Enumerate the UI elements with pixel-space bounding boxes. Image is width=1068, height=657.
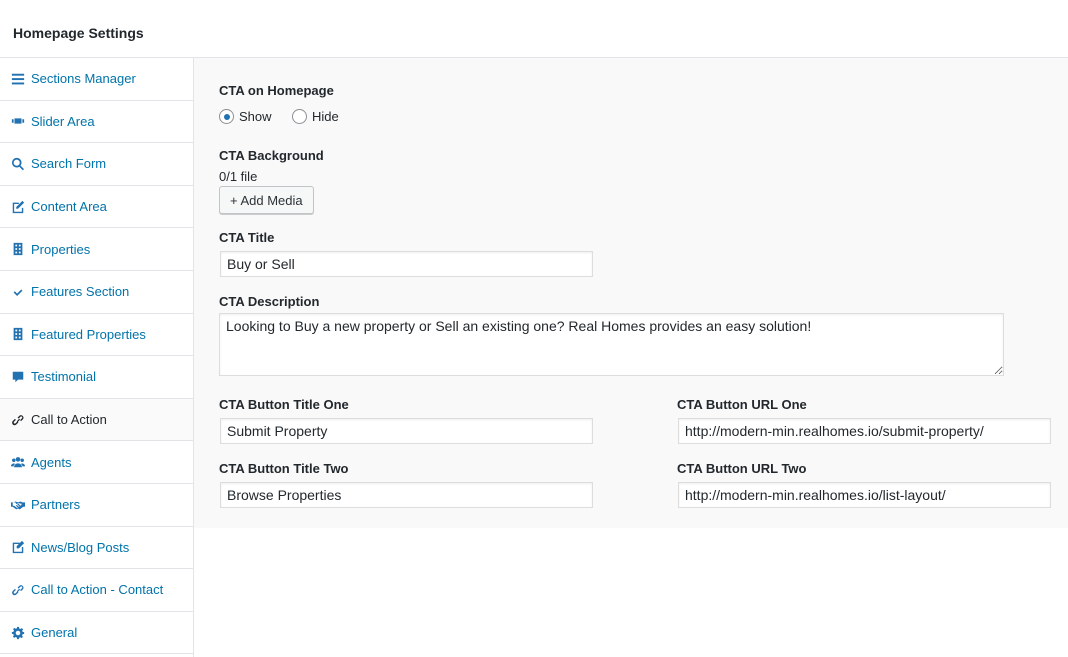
page-title: Homepage Settings (13, 25, 144, 41)
sidebar-item-label: Sections Manager (31, 71, 136, 87)
sidebar-item-label: General (31, 625, 78, 641)
cta-title-input[interactable] (220, 251, 593, 277)
sidebar-item-label: Featured Properties (31, 326, 146, 342)
sidebar-item-label: Slider Area (31, 113, 95, 129)
search-icon (10, 156, 26, 172)
handshake-icon (10, 497, 26, 513)
hide-radio-button[interactable] (292, 109, 307, 124)
checkmark-icon (10, 284, 26, 300)
sidebar-item-content-area[interactable] (0, 186, 193, 229)
cta-button-url-one-label: CTA Button URL One (677, 397, 807, 412)
sidebar-item-label: Call to Action (31, 412, 107, 428)
hide-radio-label: Hide (312, 109, 339, 124)
building-icon (10, 241, 26, 257)
sidebar-item-search-form[interactable] (0, 143, 193, 186)
cta-button-url-one-input[interactable] (678, 418, 1051, 444)
slider-icon (10, 113, 26, 129)
cta-description-label: CTA Description (219, 294, 320, 309)
gear-icon (10, 625, 26, 641)
link-icon (10, 582, 26, 598)
cta-background-label: CTA Background (219, 148, 324, 163)
cta-button-title-one-input[interactable] (220, 418, 593, 444)
sidebar-item-label: News/Blog Posts (31, 539, 130, 555)
cta-on-homepage-label: CTA on Homepage (219, 83, 334, 98)
cta-description-textarea[interactable] (219, 313, 1004, 376)
sidebar-item-partners[interactable] (0, 484, 193, 527)
sidebar-item-call-to-action-contact[interactable] (0, 569, 193, 612)
show-radio-button[interactable] (219, 109, 234, 124)
sidebar-item-label: Agents (31, 454, 72, 470)
sidebar-item-label: Content Area (31, 199, 107, 215)
post-icon (10, 539, 26, 555)
sidebar-item-label: Call to Action - Contact (31, 582, 164, 598)
sidebar-item-general[interactable] (0, 612, 193, 655)
sidebar-item-featured-properties[interactable] (0, 314, 193, 357)
users-icon (10, 454, 26, 470)
edit-icon (10, 199, 26, 215)
file-count: 0/1 file (219, 169, 258, 184)
settings-sidebar (0, 58, 194, 657)
sidebar-item-label: Partners (31, 497, 81, 513)
add-media-button[interactable]: + Add Media (219, 186, 314, 214)
sidebar-item-label: Search Form (31, 156, 107, 172)
link-icon (10, 412, 26, 428)
comment-icon (10, 369, 26, 385)
building-icon (10, 326, 26, 342)
sidebar-item-features-section[interactable] (0, 271, 193, 314)
cta-title-label: CTA Title (219, 230, 275, 245)
cta-button-title-two-input[interactable] (220, 482, 593, 508)
sidebar-item-testimonial[interactable] (0, 356, 193, 399)
sidebar-item-label: Features Section (31, 284, 130, 300)
cta-button-url-two-label: CTA Button URL Two (677, 461, 807, 476)
sidebar-item-call-to-action[interactable] (0, 399, 193, 442)
menu-icon (10, 71, 26, 87)
cta-button-title-one-label: CTA Button Title One (219, 397, 349, 412)
hide-radio[interactable] (292, 109, 339, 124)
sidebar-item-label: Testimonial (31, 369, 97, 385)
sidebar-item-agents[interactable] (0, 441, 193, 484)
sidebar-item-slider-area[interactable] (0, 101, 193, 144)
sidebar-item-label: Properties (31, 241, 91, 257)
show-radio-label: Show (239, 109, 272, 124)
settings-header (0, 0, 1068, 58)
sidebar-item-properties[interactable] (0, 228, 193, 271)
settings-panel (194, 58, 1068, 528)
sidebar-item-news-blog-posts[interactable] (0, 527, 193, 570)
cta-button-url-two-input[interactable] (678, 482, 1051, 508)
sidebar-item-sections-manager[interactable] (0, 58, 193, 101)
cta-button-title-two-label: CTA Button Title Two (219, 461, 349, 476)
show-radio[interactable] (219, 109, 272, 124)
